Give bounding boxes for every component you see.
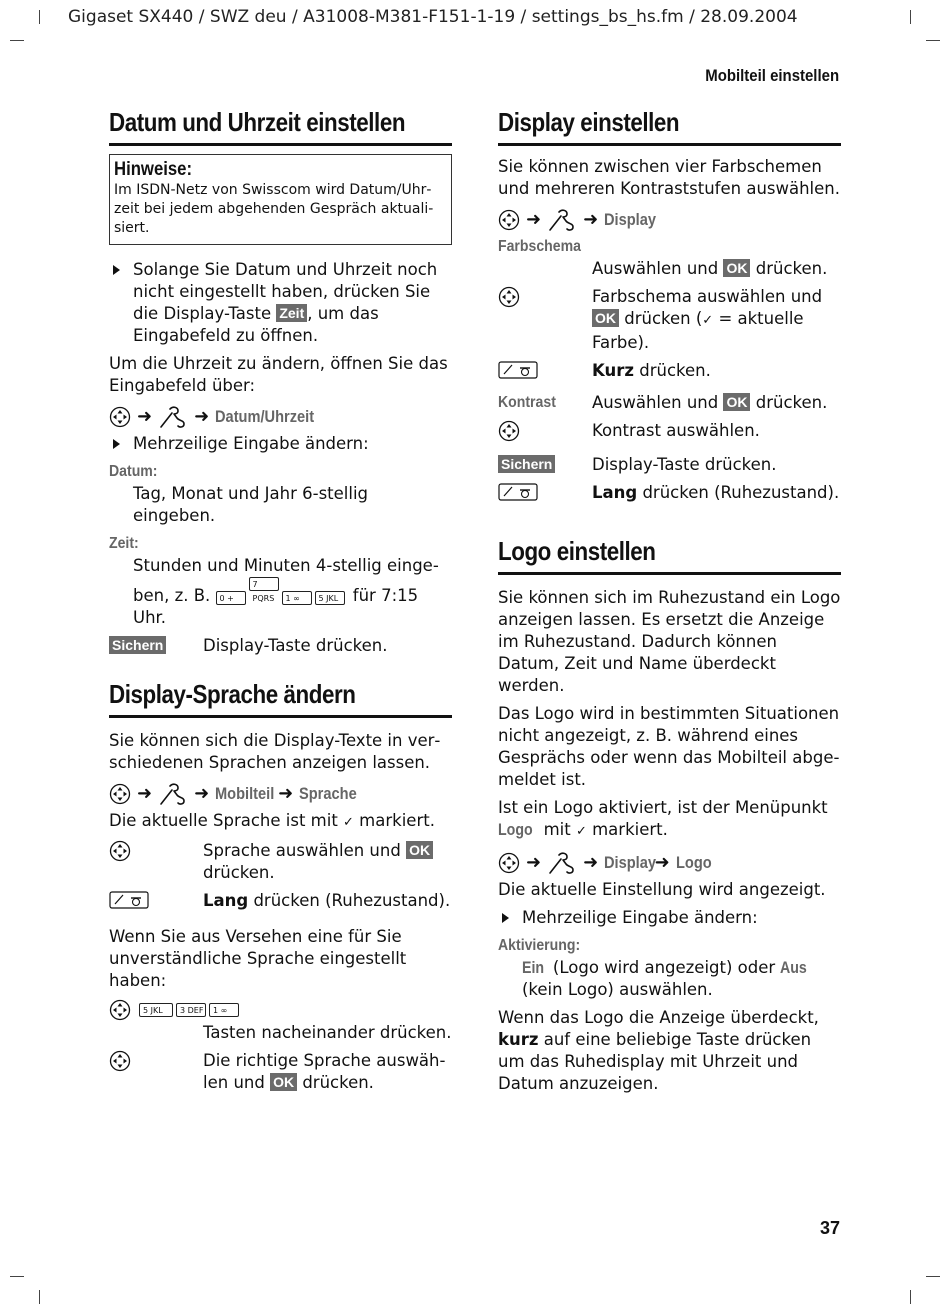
menu-logo-inline: Logo — [498, 821, 533, 839]
crop-mark — [10, 40, 24, 41]
key-3: 3 DEF — [176, 1003, 206, 1017]
paragraph: Ist ein Logo aktiviert, ist der Menüpunkt Logo mit ✓ markiert. — [498, 798, 828, 839]
section-label: Mobilteil einstellen — [705, 66, 839, 85]
nav-key-icon — [109, 406, 131, 428]
sichern-softkey: Sichern — [109, 636, 166, 654]
arrow-icon: ➜ — [137, 783, 153, 804]
paragraph: Sie können sich im Ruhezustand ein Logo anzeigen lassen. Es ersetzt die Anzeige im Ruhezustand. Dadurch können Datum, Zeit und Name überdeckt werden. — [498, 588, 841, 695]
menu-display: Display — [604, 853, 657, 872]
crop-mark — [926, 40, 940, 41]
key-1: 1 ∞ — [282, 591, 312, 605]
nav-key-icon — [109, 999, 131, 1021]
end-call-key-icon — [498, 360, 538, 380]
menu-path — [109, 403, 452, 431]
checkmark-icon: ✓ — [575, 824, 587, 839]
row-end-key: Lang drücken (Ruhezustand). — [109, 890, 452, 916]
checkmark-icon: ✓ — [702, 313, 714, 328]
key-0: 0 + — [216, 591, 246, 605]
row-nav: Die richtige Sprache auswählen und OK drücken. — [109, 1050, 452, 1094]
aktivierung-text: Ein (Logo wird angezeigt) oder Aus (kein Logo) auswählen. — [498, 957, 841, 1001]
end-call-key-icon — [109, 890, 149, 910]
nav-key-icon — [109, 840, 131, 862]
datum-label: Datum: — [109, 463, 158, 480]
datum-text: Tag, Monat und Jahr 6-stellig eingeben. — [133, 484, 369, 525]
aktivierung-label: Aktivierung: — [498, 937, 581, 954]
row-farbschema: Auswählen und OK drücken. — [592, 259, 828, 278]
nav-key-icon — [498, 420, 520, 442]
arrow-icon: ➜ — [583, 852, 599, 873]
page-number: 37 — [819, 1218, 840, 1238]
wrench-icon — [158, 782, 188, 806]
nav-key-icon — [498, 286, 520, 308]
option-aus: Aus — [780, 959, 808, 977]
paragraph: Das Logo wird in bestimmten Situationen nicht angezeigt, z. B. während eines Gesprächs oder wenn das Mobilteil abgemeldet ist. — [498, 704, 840, 789]
menu-display: Display — [604, 210, 657, 229]
language-heading: Display-Sprache ändern — [109, 677, 452, 718]
row-keys: Tasten nacheinander drücken. — [203, 1023, 452, 1042]
ok-softkey: OK — [592, 309, 619, 327]
nav-key-icon — [109, 1050, 131, 1072]
bullet-multiline: Mehrzeilige Eingabe ändern: — [109, 433, 452, 455]
zeit-text: Stunden und Minuten 4-stellig eingeben, z. B. 0 +7 PQRS 1 ∞ 5 JKL für 7:15 Uhr. — [133, 556, 439, 627]
paragraph: Die aktuelle Sprache ist mit ✓ markiert. — [109, 811, 435, 830]
arrow-icon: ➜ — [194, 406, 210, 427]
paragraph: Wenn das Logo die Anzeige überdeckt, kurz auf eine beliebige Taste drücken um das Ruhedisplay mit Uhrzeit und Datum anzuzeigen. — [498, 1008, 819, 1093]
left-column — [109, 105, 452, 1100]
wrench-icon — [158, 405, 188, 429]
menu-path — [498, 206, 841, 234]
right-column — [498, 105, 841, 1101]
key-1: 1 ∞ — [209, 1003, 239, 1017]
key-5: 5 JKL — [315, 591, 345, 605]
crop-mark — [39, 10, 40, 24]
option-ein: Ein — [522, 959, 545, 977]
row-end-key: Kurz drücken. — [498, 360, 841, 386]
crop-mark — [910, 1290, 911, 1304]
arrow-icon: ➜ — [137, 406, 153, 427]
key-5: 5 JKL — [139, 1003, 173, 1017]
ok-softkey: OK — [723, 393, 750, 411]
sichern-softkey: Sichern — [498, 455, 555, 473]
note-text: Im ISDN-Netz von Swisscom wird Datum/Uhrzeit bei jedem abgehenden Gespräch aktualisiert. — [114, 182, 434, 236]
arrow-icon: ➜ — [526, 852, 542, 873]
menu-mobilteil: Mobilteil — [215, 784, 275, 803]
paragraph: Um die Uhrzeit zu ändern, öffnen Sie das Eingabefeld über: — [109, 354, 448, 395]
save-row: Sichern Display-Taste drücken. — [109, 635, 452, 657]
nav-key-icon — [498, 209, 520, 231]
arrow-icon: ➜ — [583, 209, 599, 230]
crop-mark — [10, 1276, 24, 1277]
key-sequence — [109, 998, 452, 1022]
paragraph: Sie können sich die Display-Texte in verschiedenen Sprachen anzeigen lassen. — [109, 731, 441, 772]
crop-mark — [926, 1276, 940, 1277]
end-call-key-icon — [498, 482, 538, 502]
display-heading: Display einstellen — [498, 105, 841, 146]
ok-softkey: OK — [270, 1073, 297, 1091]
row-nav: Kontrast auswählen. — [498, 420, 841, 448]
ok-softkey: OK — [723, 259, 750, 277]
note-title: Hinweise: — [114, 159, 193, 180]
menu-sprache: Sprache — [299, 784, 357, 803]
note-box — [109, 154, 452, 245]
key-7: 7 PQRS — [249, 577, 279, 591]
menu-path — [109, 780, 452, 808]
row-nav: Sprache auswählen und OK drücken. — [109, 840, 452, 884]
row-end-key: Lang drücken (Ruhezustand). — [498, 482, 841, 508]
crop-mark — [39, 1290, 40, 1304]
row-nav: Farbschema auswählen und OK drücken (✓ = aktuelle Farbe). — [498, 286, 841, 354]
wrench-icon — [547, 208, 577, 232]
zeit-label: Zeit: — [109, 535, 139, 552]
checkmark-icon: ✓ — [343, 815, 354, 830]
arrow-icon: ➜ — [278, 783, 294, 804]
crop-mark — [910, 10, 911, 24]
menu-datum-uhrzeit: Datum/Uhrzeit — [215, 407, 315, 426]
arrow-icon: ➜ — [654, 852, 670, 873]
bullet-multiline: Mehrzeilige Eingabe ändern: — [498, 907, 841, 929]
paragraph: Die aktuelle Einstellung wird angezeigt. — [498, 880, 826, 899]
paragraph: Sie können zwischen vier Farbschemen und mehreren Kontraststufen auswählen. — [498, 157, 840, 198]
zeit-softkey: Zeit — [276, 304, 307, 322]
farbschema-label: Farbschema — [498, 238, 581, 255]
arrow-icon: ➜ — [526, 209, 542, 230]
save-row: Sichern Display-Taste drücken. — [498, 454, 841, 476]
arrow-icon: ➜ — [194, 783, 210, 804]
paragraph: Wenn Sie aus Versehen eine für Sie unverständliche Sprache eingestellt haben: — [109, 927, 407, 990]
bullet-set-date: Solange Sie Datum und Uhrzeit noch nicht eingestellt haben, drücken Sie die Display-Taste Zeit , um das Eingabefeld zu öffnen. — [109, 259, 452, 347]
nav-key-icon — [498, 852, 520, 874]
menu-logo: Logo — [675, 853, 712, 872]
wrench-icon — [547, 851, 577, 875]
ok-softkey: OK — [406, 841, 433, 859]
document-header: Gigaset SX440 / SWZ deu / A31008-M381-F151-1-19 / settings_bs_hs.fm / 28.09.2004 — [68, 7, 798, 27]
menu-path — [498, 849, 841, 877]
logo-heading: Logo einstellen — [498, 534, 841, 575]
date-time-heading: Datum und Uhrzeit einstellen — [109, 105, 452, 146]
row-kontrast: Kontrast Auswählen und OK drücken. — [498, 393, 828, 412]
nav-key-icon — [109, 783, 131, 805]
